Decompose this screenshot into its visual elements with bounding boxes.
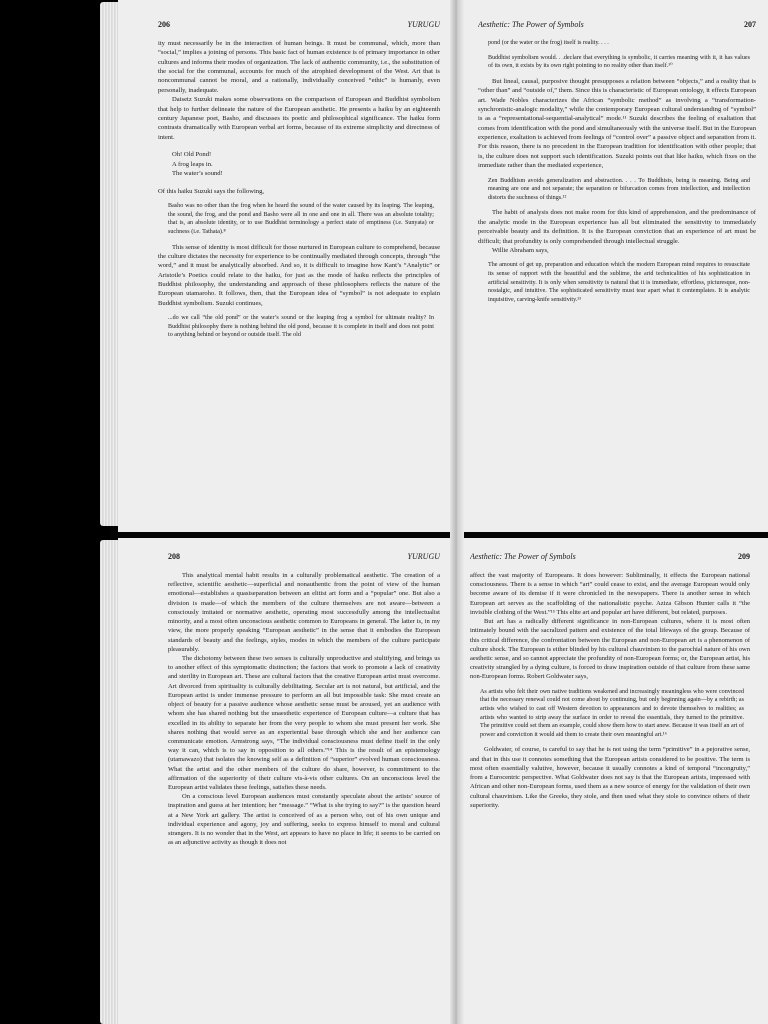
- scan-background: [0, 0, 110, 532]
- page-number: 206: [158, 20, 170, 29]
- running-title: Aesthetic: The Power of Symbols: [470, 552, 576, 561]
- paragraph: Willie Abraham says,: [492, 246, 549, 254]
- paragraph: This sense of identity is most difficult for those nurtured in European culture to comprehend, because the culture dictates the necessity for experience to be continually mediated through concepts, through “the word,” and it must be analytically absorbed. And so, it is difficult to imagine how Kant’s “Analytic” or Aristotle’s Poetics could relate to the haiku, for just as the mode of haiku reflects the principles of Buddhist philosophy, the understanding and approach of these philosophers reflects the nature of the European utamaroho. It follows, then, that the European idea of “symbol” is not adequate to explain Buddhist symbolism. Suzuki continues,: [158, 243, 440, 307]
- scan-background: [0, 532, 110, 1024]
- block-quote: Basho was no other than the frog when he heard the sound of the water caused by its leaping. The leaping, the sound, the frog, and the pond and Basho were all in one and one in all. There was an absolute totality; that is, an absolute identity, or to use Buddhist terminology a perfect state of emptiness (i.e. Sunyata) or suchness (i.e. Tathata).⁸: [168, 202, 434, 235]
- paragraph: affect the vast majority of Europeans. It does however: Subliminally, it effects the European national consciousness. There is a sense in which “art” could cease to exist, and the average European would only become aware of its demise if it were chronicled in the newspapers. There is another sense in which European art serves as the scaffolding of the nationalistic psyche. Aziza Gibson Hunter calls it “the invisible clothing of the West.”¹⁵ This elite art and popular art have different, but related, purposes.: [470, 572, 750, 616]
- paragraph: The habit of analysis does not make room for this kind of apprehension, and the predominance of the analytic mode in the European experience has all but eliminated the sensitivity to immediately perceivable beauty and its definition. It is the European conviction that an experience of art must be difficult; that profundity is only comprehended through intellectual struggle.: [478, 209, 756, 245]
- block-quote: ...do we call “the old pond” or the water’s sound or the leaping frog a symbol for ultimate reality? In Buddhist philosophy there is nothing behind the old pond, because it is complete in itself and does not point to anything behind or beyond or outside itself. The old: [168, 315, 434, 339]
- paragraph: Of this haiku Suzuki says the following,: [158, 187, 265, 195]
- running-head: [470, 552, 750, 561]
- page-208: [168, 532, 440, 1024]
- paragraph: But lineal, causal, purposive thought presupposes a relation between “objects,” and a reality that is “other than” and “outside of,” them. Since this is characteristic of European ontology, it effects European art. Wade Nobles characterizes the African “symbolic method” as involving a “transformation-synchronistic-analogic modality,” while the contemporary European cultural understanding of “symbol” is as a “representational-sequential-analytical” mode.¹¹ Suzuki describes the feeling of exaltation that comes from identification with the pond and simultaneously with the universe itself. But in the European experience, exaltation is achieved from feelings of “control over” a passive object and separation from it. For this reason, there is no precedent in the European tradition for identification with other people; that is, the culture does not support such identification. Suzuki points out that like haiku, which fixes on the immediate rather than the mediated experience,: [478, 77, 756, 170]
- block-quote: Zen Buddhism avoids generalization and abstraction. . . . To Buddhists, being is meaning. Being and meaning are one and not separate; the separation or bifurcation comes from intellection, and intellection distorts the suchness of things.¹²: [488, 177, 750, 201]
- page-209: [470, 532, 750, 1024]
- running-title: YURUGU: [407, 552, 440, 561]
- page-number: 208: [168, 552, 180, 561]
- running-title: YURUGU: [407, 20, 440, 29]
- book-spread-bottom: [0, 532, 768, 1024]
- book-gutter: [450, 0, 464, 532]
- paragraph: But art has a radically different significance in non-European cultures, where it is most often intimately bound with the sacralized pattern and existence of the total lifeways of the group. Because of this critical difference, the confrontation between the European and non-European art is a phenomenon of culture shock. The European is either blinded by his cultural chauvinism to the parochial nature of his own aesthetic sense, and so cannot appreciate the profundity of non-European forms; or, the European artist, his creativity strangled by a dying culture, is forced to draw inspiration outside of that culture from these same non-European forms. Robert Goldwater says,: [470, 618, 750, 681]
- paragraph: On a conscious level European audiences must constantly speculate about the artists’ source of inspiration and guess at her intention; her “message.” “What is she trying to say?” is the question heard at a New York art gallery. The artist is conceived of as a person who, out of his own unique and individual experience and agony, joy and suffering, seeks to express himself to moral and cultural strangers. It is no wonder that in the West, art appears to have no place in life; it seems to be carried on as an adjunctive activity as though it does not: [168, 793, 440, 847]
- haiku: [172, 150, 440, 179]
- page-number: 207: [744, 20, 756, 29]
- paragraph: This analytical mental habit results in a culturally problematical aesthetic. The creation of a reflective, scientific aesthetic—superficial and nonauthentic from the point of view of the human emotional—establishes a quasiseparation between an elitist art form and a “popular” one. But also a division is made—of which the members of the culture themselves are not aware—between a consciously imitated or normative aesthetic, operating most successfully among the intellectualist minority, and a most often unconscious aesthetic common to Europeans in general. The latter is, in my view, the more properly speaking “European aesthetic” in the sense that it embodies the European standards of beauty and the feelings, styles, modes in which the members of the culture participate pleasurably.: [168, 572, 440, 653]
- haiku-line: A frog leaps in.: [172, 160, 213, 168]
- book-gutter: [450, 532, 464, 1024]
- page-number: 209: [738, 552, 750, 561]
- running-head: [168, 552, 440, 561]
- running-head: [158, 20, 440, 29]
- running-head: [478, 20, 756, 29]
- running-title: Aesthetic: The Power of Symbols: [478, 20, 584, 29]
- paragraph: ity must necessarily be in the interaction of human beings. It must be communal, which, more than “social,” implies a joining of persons. This basic fact of human existence is of primary importance in other cultures and informs their modes of organization. The lack of authentic community, i.e., the substitution of the social for the communal, accounts for much of the atrophied development of the West. Art that is noncommunal cannot be moral, and a rationally, individually conceived “ethic” is humanly, even personally, inadequate.: [158, 40, 440, 94]
- page-207: [478, 0, 756, 532]
- haiku-line: Oh! Old Pond!: [172, 150, 212, 158]
- block-quote: The amount of get up, preparation and education which the modern European mind requires to resuscitate its sense of rapport with the beautiful and the sublime, the arid technicalities of his sophistication in artificial sensitivity. It is only when sensitivity is natural that it is immediate, effortless, picturesque, non-nostalgic, and intuitive. The sophisticated sensitivity must tear apart what it contemplates. It is analytic inquisitive, carving-knife sensitivity.¹³: [488, 262, 750, 303]
- block-quote: As artists who felt their own native traditions weakened and increasingly meaningless who were convinced that the necessary renewal could not come about by continuing, but only beginning again—by a rebirth; as artists who wished to cast off Western devotion to appearances and to devote themselves to realities; as artists who wanted to strip away the surface in order to reveal the essentials, they turned to the primitive. The primitive could set them an example, could show them how to start anew. Because it was itself an art of power and conviction it would aid them to create their own meaningful art.¹⁶: [480, 688, 744, 738]
- haiku-line: The water’s sound!: [172, 170, 223, 178]
- paragraph: The dichotomy between these two senses is culturally unproductive and stultifying, and brings us to another effect of this symptomatic distinction; the factors that work to promote a lack of creativity and sterility in European art. These are cultural factors that the creative European artist must overcome. Art divorced from spirituality is culturally debilitating. Secular art is not natural, but artificial, and the European artist is under immense pressure to perform an all but impossible task: She must create an object of beauty for a passive audience whose aesthetic sense must be aroused, yet an audience with whom she has shared nothing but the unaesthetic experience of European culture—a culture that has excelled in its ability to separate her from the very people to whom she must present her work. She shares nothing that would serve as an experiential base through which she and her audience can communicate emotion. Armstrong says, “The individual consciousness must define itself in the only way it can, which is to say in opposition to all others.”¹⁴ This is the result of an epistemology (utamawazo) that isolates the knowing self as a definition of “superior” evolved human consciousness. What the artist and the other members of the culture do share, however, is commitment to the affirmation of the superiority of their culture vis-à-vis other cultures. On an unconscious level the European artist validates these feelings, satisfies these needs.: [168, 654, 440, 792]
- block-quote: pond (or the water or the frog) itself is reality. . . .: [488, 40, 609, 46]
- paragraph: Daisetz Suzuki makes some observations on the comparison of European and Buddhist symbolism that help to further delineate the nature of the European aesthetic. He presents a haiku by an eighteenth century Japanese poet, Basho, and discusses its poetic and philosophical significance. The haiku form contrasts dramatically with European verbal art forms, because of its extreme simplicity and directness of intent.: [158, 96, 440, 141]
- page-206: [158, 0, 440, 532]
- paragraph: Goldwater, of course, is careful to say that he is not using the term “primitive” in a pejorative sense, and that in this use it connotes something that the European artists considered to be positive. The term is most often essentially valutive, however, because it usually connotes a kind of temporal “incongruity,” from a Eurocentric perspective. What Goldwater does not say is that the European artists, impressed with African and other non-European forms, used them as a new source of energy for the validation of their own cultural chauvinism. Like the Greeks, they stole, and then used what they stole to convince others of their superiority.: [470, 746, 750, 809]
- block-quote: Buddhist symbolism would. . .declare that everything is symbolic, it carries meaning with it, it has values of its own, it exists by its own right pointing to no reality other than itself.¹⁰: [488, 54, 750, 70]
